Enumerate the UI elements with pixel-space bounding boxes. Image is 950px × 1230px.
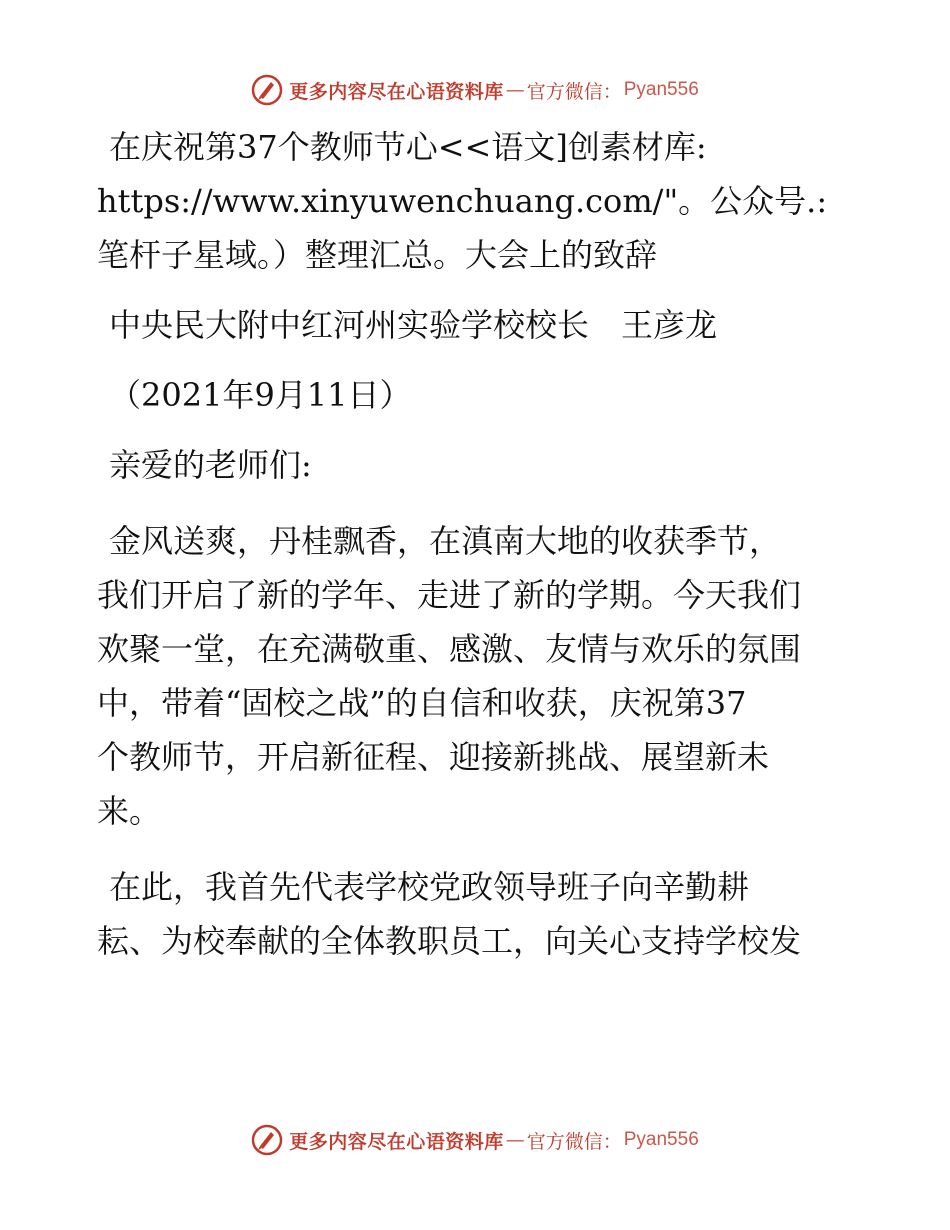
paragraph-1 [97, 514, 857, 838]
paragraph-line: 金风送爽，丹桂飘香，在滇南大地的收获季节， [109, 522, 782, 560]
title-line-3: 笔杆子星域。）整理汇总。大会上的致辞 [97, 236, 658, 274]
watermark-separator: — [505, 1129, 525, 1151]
watermark-main-text: 更多内容尽在心语资料库 [289, 80, 504, 103]
paragraph-line: 欢聚一堂，在充满敬重、感激、友情与欢乐的氛围 [97, 630, 802, 668]
header-watermark [0, 68, 950, 112]
paragraph-line: 耘、为校奉献的全体教职员工，向关心支持学校发 [97, 922, 802, 960]
paragraph-line: 个教师节，开启新征程、迎接新挑战、展望新未 [97, 738, 770, 776]
watermark-wechat-label: 官方微信： [526, 1130, 622, 1153]
paragraph-line: 来。 [97, 792, 162, 830]
title-line-2: https://www.xinyuwenchuang.com/"。公众号.: [97, 182, 828, 220]
watermark-separator: — [505, 79, 525, 101]
salutation: 亲爱的老师们: [109, 446, 312, 484]
watermark-wechat-id: Pyan556 [623, 1129, 699, 1150]
footer-watermark [0, 1118, 950, 1162]
paragraph-line: 我们开启了新的学年、走进了新的学期。今天我们 [97, 576, 802, 614]
paragraph-line: 中，带着“固校之战”的自信和收获，庆祝第37 [97, 684, 747, 722]
date-line: （2021年9月11日） [109, 376, 412, 414]
logo-icon [251, 1124, 283, 1156]
paragraph-2 [97, 860, 857, 968]
paragraph-line: 在此，我首先代表学校党政领导班子向辛勤耕 [109, 868, 750, 906]
title-line-1: 在庆祝第37个教师节心<<语文]创素材库: [109, 128, 707, 166]
watermark-main-text: 更多内容尽在心语资料库 [289, 1130, 504, 1153]
logo-icon [251, 74, 283, 106]
author-line: 中央民大附中红河州实验学校校长 王彦龙 [109, 306, 718, 344]
watermark-wechat-id: Pyan556 [623, 79, 699, 100]
watermark-wechat-label: 官方微信： [526, 80, 622, 103]
document-body [97, 120, 857, 968]
